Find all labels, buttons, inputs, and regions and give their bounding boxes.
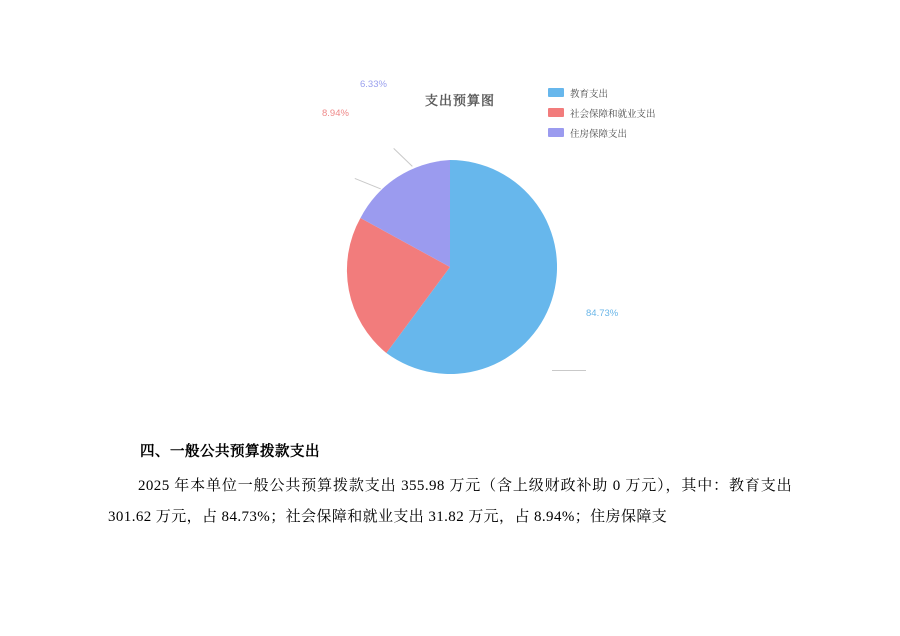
- pie-graphic: [343, 160, 557, 374]
- chart-title: 支出预算图: [424, 93, 495, 108]
- pie-value-label: 8.94%: [322, 108, 349, 119]
- pie-value-label: 84.73%: [586, 308, 619, 319]
- legend-label: 教育支出: [570, 88, 609, 100]
- legend-swatch-icon: [548, 128, 564, 137]
- section-heading: 四、一般公共预算拨款支出: [140, 444, 320, 460]
- legend-label: 住房保障支出: [570, 128, 628, 140]
- pie-svg: [343, 160, 557, 374]
- pie-chart-figure: [0, 60, 900, 420]
- legend-item[interactable]: [548, 124, 728, 141]
- document-text: [0, 440, 900, 533]
- leader-line: [552, 370, 586, 371]
- legend-item[interactable]: [548, 104, 728, 121]
- legend-item[interactable]: [548, 84, 728, 101]
- legend-swatch-icon: [548, 88, 564, 97]
- pie-value-label: 6.33%: [360, 79, 387, 90]
- chart-legend: [548, 84, 728, 144]
- legend-swatch-icon: [548, 108, 564, 117]
- section-paragraph: 2025 年本单位一般公共预算拨款支出 355.98 万元（含上级财政补助 0 万元），其中：教育支出 301.62 万元，占 84.73%；社会保障和就业支出 31.82 万元，占 8.94%；住房保障支: [108, 478, 792, 525]
- legend-label: 社会保障和就业支出: [570, 108, 656, 120]
